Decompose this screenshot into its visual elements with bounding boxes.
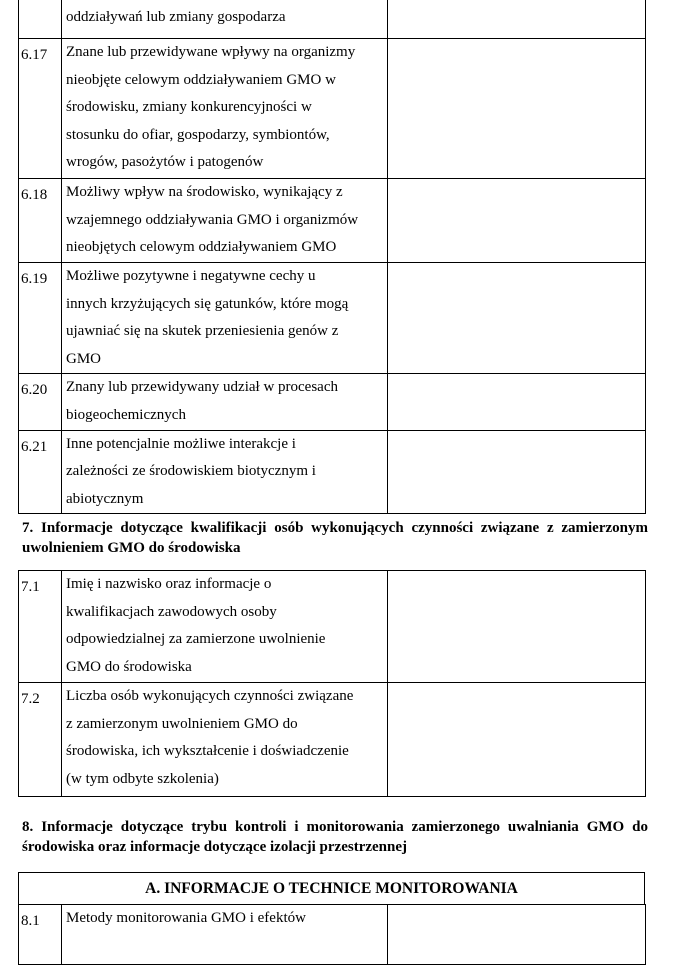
row-description: Metody monitorowania GMO i efektów — [62, 905, 388, 965]
answer-cell[interactable] — [388, 39, 646, 179]
answer-cell[interactable] — [388, 905, 646, 965]
row-number: 6.17 — [19, 39, 62, 179]
answer-cell[interactable] — [388, 263, 646, 374]
table-row — [19, 571, 646, 683]
row-description: Znany lub przewidywany udział w procesach biogeochemicznych — [62, 374, 388, 430]
row-number — [19, 0, 62, 39]
row-number: 6.20 — [19, 374, 62, 430]
table-row — [19, 263, 646, 374]
answer-cell[interactable] — [388, 430, 646, 514]
table-row — [19, 0, 646, 39]
row-description: oddziaływań lub zmiany gospodarza — [62, 0, 388, 39]
answer-cell[interactable] — [388, 179, 646, 263]
row-description: Znane lub przewidywane wpływy na organizmy nieobjęte celowym oddziaływaniem GMO w środowisku, zmiany konkurencyjności w stosunku do ofiar, gospodarzy, symbiontów, wrogów, pasożytów i patogenów — [62, 39, 388, 179]
row-number: 7.1 — [19, 571, 62, 683]
table-row — [19, 179, 646, 263]
row-description: Możliwy wpływ na środowisko, wynikający z wzajemnego oddziaływania GMO i organizmów nieobjętych celowym oddziaływaniem GMO — [62, 179, 388, 263]
table-row — [19, 374, 646, 430]
row-description: Liczba osób wykonujących czynności związane z zamierzonym uwolnieniem GMO do środowiska, ich wykształcenie i doświadczenie (w tym odbyte szkolenia) — [62, 683, 388, 797]
table-section-7 — [18, 570, 646, 797]
row-number: 6.19 — [19, 263, 62, 374]
table-row — [19, 905, 646, 965]
table-row — [19, 683, 646, 797]
row-number: 6.18 — [19, 179, 62, 263]
section-8-heading: 8. Informacje dotyczące trybu kontroli i monitorowania zamierzonego uwalniania GMO do środowiska oraz informacje dotyczące izolacji przestrzennej — [22, 819, 648, 855]
row-number: 6.21 — [19, 430, 62, 514]
table-section-8 — [18, 904, 646, 965]
section-7-heading: 7. Informacje dotyczące kwalifikacji osób wykonujących czynności związane z zamierzonym uwolnieniem GMO do środowiska — [22, 520, 648, 556]
table-row — [19, 430, 646, 514]
row-description: Imię i nazwisko oraz informacje o kwalifikacjach zawodowych osoby odpowiedzialnej za zamierzone uwolnienie GMO do środowiska — [62, 571, 388, 683]
answer-cell[interactable] — [388, 683, 646, 797]
row-number: 8.1 — [19, 905, 62, 965]
row-description: Inne potencjalnie możliwe interakcje i zależności ze środowiskiem biotycznym i abiotycznym — [62, 430, 388, 514]
table-section-6 — [18, 0, 646, 514]
subsection-title: A. INFORMACJE O TECHNICE MONITOROWANIA — [18, 872, 645, 905]
answer-cell[interactable] — [388, 374, 646, 430]
answer-cell[interactable] — [388, 571, 646, 683]
answer-cell[interactable] — [388, 0, 646, 39]
table-row — [19, 39, 646, 179]
row-number: 7.2 — [19, 683, 62, 797]
row-description: Możliwe pozytywne i negatywne cechy u innych krzyżujących się gatunków, które mogą ujawniać się na skutek przeniesienia genów z GMO — [62, 263, 388, 374]
